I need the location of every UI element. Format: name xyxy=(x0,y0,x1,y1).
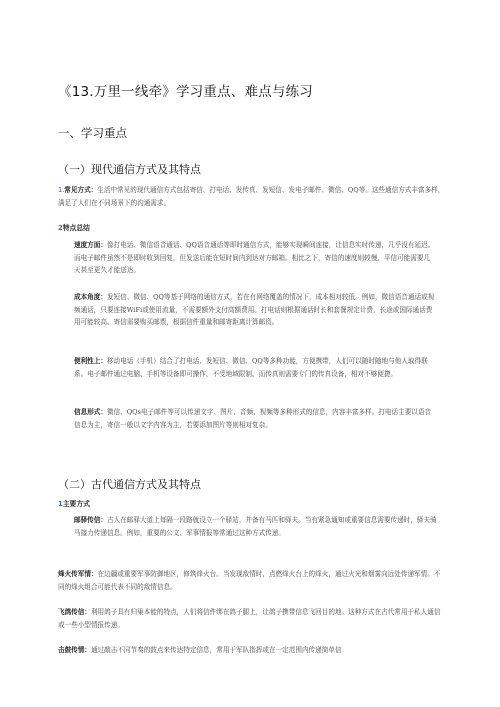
item-number: 1. xyxy=(58,186,65,194)
item-label: 常见方式： xyxy=(64,186,98,194)
speed-label: 速度方面： xyxy=(74,241,107,249)
paragraph-beacon-fire xyxy=(58,568,442,593)
post-label: 邮驿传信： xyxy=(74,516,107,524)
subsection-heading-ancient: （二）古代通信方式及其特点 xyxy=(58,478,201,491)
item-label: 特点总结 xyxy=(62,224,90,232)
paragraph-drum xyxy=(58,644,442,657)
paragraph-common-methods xyxy=(58,184,450,209)
paragraph-cost xyxy=(74,291,436,329)
paragraph-info-form xyxy=(74,406,436,431)
paragraph-pigeon xyxy=(58,606,442,631)
convenience-label: 便利性上： xyxy=(74,357,107,365)
paragraph-post-relay xyxy=(74,514,442,539)
item-number: 2 xyxy=(58,224,63,232)
item-text: 生活中常见的现代通信方式包括寄信、打电话、发传真、发短信、发电子邮件、微信、QQ等。这些通信方式丰富多样，满足了人们在不同场景下的沟通需求。 xyxy=(58,186,445,207)
speed-text: 像打电话、微信语音通话、QQ语音通话等即时通信方式，能够实现瞬间连接，让信息实时传递，几乎没有延迟。而电子邮件虽然不是即时收到回复，但发送后能在短时间内到达对方邮箱。相比之下，寄信的速度则较慢，平信可能需要几天甚至更久才能送达。 xyxy=(74,241,435,274)
cost-label: 成本角度： xyxy=(74,293,107,301)
info-label: 信息形式： xyxy=(74,408,107,416)
subsection-heading-modern: （一）现代通信方式及其特点 xyxy=(58,163,201,176)
section-heading-key-points: 一、学习重点 xyxy=(58,126,127,140)
paragraph-convenience xyxy=(74,355,436,380)
main-methods-heading xyxy=(58,498,90,508)
drum-text: 通过敲击不同节奏的鼓点来传达特定信息，常用于军队指挥或在一定范围内传递简单信 xyxy=(90,646,342,654)
cost-text: 发短信、微信、QQ等基于网络的通信方式，若在有网络覆盖的情况下，成本相对较低。例如，微信语音通话或视频通话，只要连接WiFi或使用流量，不需要额外支付高额费用。打电话则根据通话时长和套餐规定计费，长途或国际通话费用可能较高。寄信需要购买邮票，根据信件重量和邮寄距离计算邮资。 xyxy=(74,293,435,326)
pigeon-text: 利用鸽子具有归巢本能的特点，人们将信件绑在鸽子腿上，让鸽子携带信息飞回目的地。这种方式在古代常用于私人通信或一些小型情报传递。 xyxy=(58,608,441,629)
convenience-text: 移动电话（手机）结合了打电话、发短信、微信、QQ等多种功能，方便携带，人们可以随时随地与他人取得联系。电子邮件通过电脑、手机等设备即可操作，不受地域限制。而传真则需要专门的传真设备，相对不够便捷。 xyxy=(74,357,428,378)
item-number: 1 xyxy=(58,500,63,508)
features-heading xyxy=(58,222,90,232)
item-label: 主要方式 xyxy=(62,500,90,508)
paragraph-speed xyxy=(74,239,436,277)
info-text: 微信、QQs电子邮件等可以传递文字、图片、音频、视频等多种形式的信息，内容丰富多样。打电话主要以语音信息为主，寄信一般以文字内容为主，若要添加图片等则相对复杂。 xyxy=(74,408,432,429)
pigeon-label: 飞鸽传信： xyxy=(58,608,91,616)
document-title: 《13.万里一线牵》学习重点、难点与练习 xyxy=(58,84,313,100)
post-text: 古人在邮驿大道上每隔一段路就设立一个驿站，并备有马匹和驿夫。当有紧急通知或重要信息需要传递时，驿夫骑马接力传递信息。例如，重要的公文、军事情报等常通过这种方式传递。 xyxy=(74,516,437,537)
drum-label: 击鼓传情： xyxy=(58,646,91,654)
fire-text: 在边疆或重要军事防御地区，修筑烽火台。当发现敌情时，点燃烽火台上的烽火，通过火光和烟雾向远处传递军情。不同的烽火组合可能代表不同的敌情信息。 xyxy=(58,570,441,591)
fire-label: 烽火传军情： xyxy=(58,570,98,578)
